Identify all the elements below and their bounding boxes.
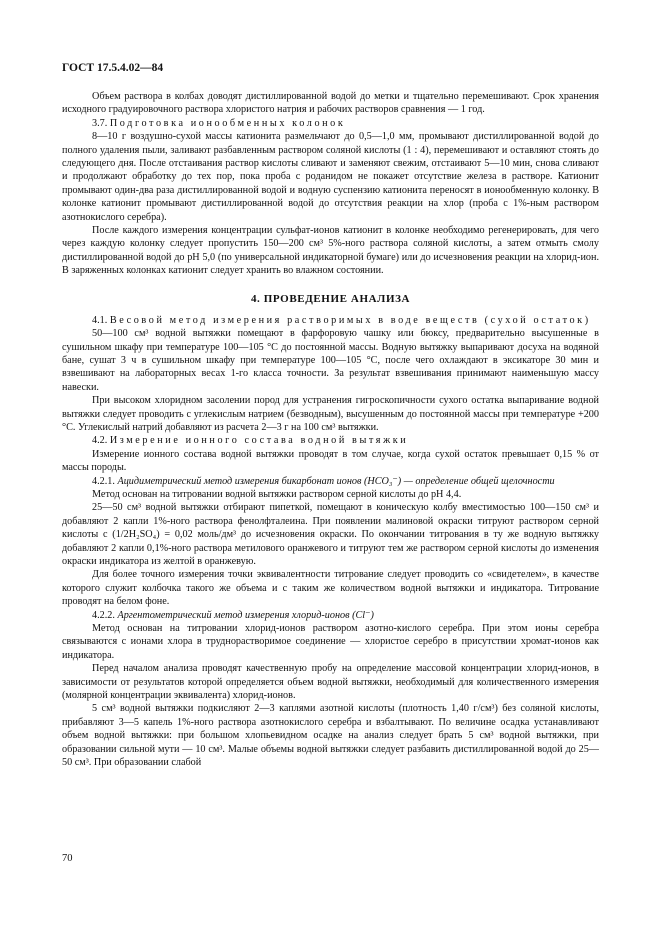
paragraph: 50—100 см³ водной вытяжки помещают в фарфоровую чашку или бюксу, предварительно высушенные в сушильном шкафу при температуре 100—105 °С до постоянной массы. Водную вытяжку выпаривают досуха на водяной бане, сушат 3 ч в сушильном шкафу при температуре 100—105 °С, после чего охлаждают в эксикаторе 30 мин и взвешивают на лабораторных весах 1-го класса точности. За результат взвешивания принимают наименьшую массу навески. bbox=[62, 328, 599, 393]
method-number: 4.2.1. bbox=[92, 475, 115, 487]
heading-number: 4.2. bbox=[92, 435, 108, 447]
paragraph: Для более точного измерения точки эквивалентности титрование следует проводить со «свидетелем», в качестве которого служит колбочка такого же объема и с таким же количеством водной вытяжки и индикатора. Титрование проводят на белом фоне. bbox=[62, 569, 599, 608]
document-page bbox=[62, 62, 599, 770]
document-body bbox=[62, 90, 599, 770]
paragraph: 25—50 см³ водной вытяжки отбирают пипеткой, помещают в коническую колбу вместимостью 100—150 см³ и добавляют 2 капли 1%-ного раствора фенолфталеина. При появлении малиновой окраски титруют раствором серной кислоты c (1/2H₂SO₄) = 0,02 моль/дм³ до исчезновения окраски. По окончании титрования в ту же водную вытяжку добавляют 2 капли 0,1%-ного раствора метилового оранжевого и титруют тем же раствором серной кислоты до изменения окраски индикатора из желтой в оранжевую. bbox=[62, 502, 599, 567]
method-title: Ацидиметрический метод измерения бикарбонат ионов (HCO₃⁻) — определение общей щелочности bbox=[117, 475, 555, 487]
paragraph: 8—10 г воздушно-сухой массы катионита размельчают до 0,5—1,0 мм, промывают дистиллированной водой до полного удаления пыли, заливают разбавленным раствором соляной кислоты (1 : 4), перемешивают и оставляют стоять до следующего дня. После отстаивания раствор кислоты сливают и заменяют свежим, отстаивают 5—10 мин, снова сливают и продолжают обработку до тех пор, пока проба с роданидом не покажет отсутствие железа в растворе. Катионит промывают один-два раза дистиллированной водой и водную суспензию катионита переносят в ионообменную колонку. В колонке катионит промывают дистиллированной водой до отсутствия реакции на хлор (проба с 1%-ным раствором азотнокислого серебра). bbox=[62, 131, 599, 223]
heading-title: Подготовка ионообменных колонок bbox=[109, 117, 346, 129]
heading-title: Весовой метод измерения растворимых в воде веществ (сухой остаток) bbox=[109, 314, 591, 326]
paragraph: Метод основан на титровании хлорид-ионов раствором азотно-кислого серебра. При этом ионы серебра связываются с ионами хлора в труднорастворимое соединение — хлористое серебро в присутствии хромат-ионов как индикатора. bbox=[62, 623, 599, 661]
paragraph: 5 см³ водной вытяжки подкисляют 2—3 каплями азотной кислоты (плотность 1,40 г/см³) без соляной кислоты, прибавляют 3—5 капель 1%-ного раствора азотнокислого серебра и взбалтывают. По величине осадка устанавливают объем водной вытяжки: при большом хлопьевидном осадке на анализ следует брать 5 см³ водной вытяжки, при образовании сильной мути — 10 см³. Малые объемы водной вытяжки следует разбавить дистиллированной водой до 25—50 см³. При образовании слабой bbox=[62, 703, 599, 769]
method-number: 4.2.2. bbox=[92, 609, 115, 621]
document-header: ГОСТ 17.5.4.02—84 bbox=[62, 62, 164, 74]
method-heading bbox=[62, 475, 599, 488]
paragraph: При высоком хлоридном засолении пород для устранения гигроскопичности сухого остатка выпаривание водной вытяжки следует проводить с углекислым натрием (безводным), высушенным до постоянной массы при температуре +200 °С. Углекислый натрий добавляют из расчета 2—3 г на 100 см³ вытяжки. bbox=[62, 395, 599, 433]
heading-title: Измерение ионного состава водной вытяжки bbox=[109, 435, 409, 447]
method-heading bbox=[62, 609, 599, 622]
paragraph: Метод основан на титровании водной вытяжки раствором серной кислоты до pH 4,4. bbox=[92, 488, 462, 500]
paragraph: Объем раствора в колбах доводят дистиллированной водой до метки и тщательно перемешивают. Срок хранения исходного градуировочного раствора хлористого натрия и рабочих растворов сравнения — 1 год. bbox=[62, 91, 599, 116]
section-title: 4. ПРОВЕДЕНИЕ АНАЛИЗА bbox=[250, 292, 411, 305]
subsection-heading bbox=[62, 117, 599, 130]
paragraph: Измерение ионного состава водной вытяжки проводят в том случае, когда сухой остаток превышает 0,15 % от массы породы. bbox=[62, 448, 599, 474]
subsection-heading bbox=[62, 434, 599, 447]
heading-number: 4.1. bbox=[92, 314, 108, 326]
page-number: 70 bbox=[62, 853, 73, 864]
heading-number: 3.7. bbox=[92, 117, 108, 129]
subsection-heading bbox=[62, 314, 599, 327]
paragraph: Перед началом анализа проводят качественную пробу на определение массовой концентрации хлорид-ионов, в зависимости от результатов которой определяется объем водной вытяжки, необходимый для количественного измерения (молярной концентрации эквивалента) хлорид-ионов. bbox=[62, 663, 599, 702]
paragraph: После каждого измерения концентрации сульфат-ионов катионит в колонке необходимо регенерировать, для чего через каждую колонку следует пропустить 150—200 см³ 5%-ного раствора соляной кислоты, а затем отмыть смолу дистиллированной водой до pH 5,0 (по универсальной индикаторной бумаге) или до исчезновения реакции на хлорид-ион. В заряженных колонках катионит следует хранить во влажном состоянии. bbox=[62, 225, 599, 277]
method-title: Аргентометрический метод измерения хлорид-ионов (Cl⁻) bbox=[117, 609, 374, 621]
